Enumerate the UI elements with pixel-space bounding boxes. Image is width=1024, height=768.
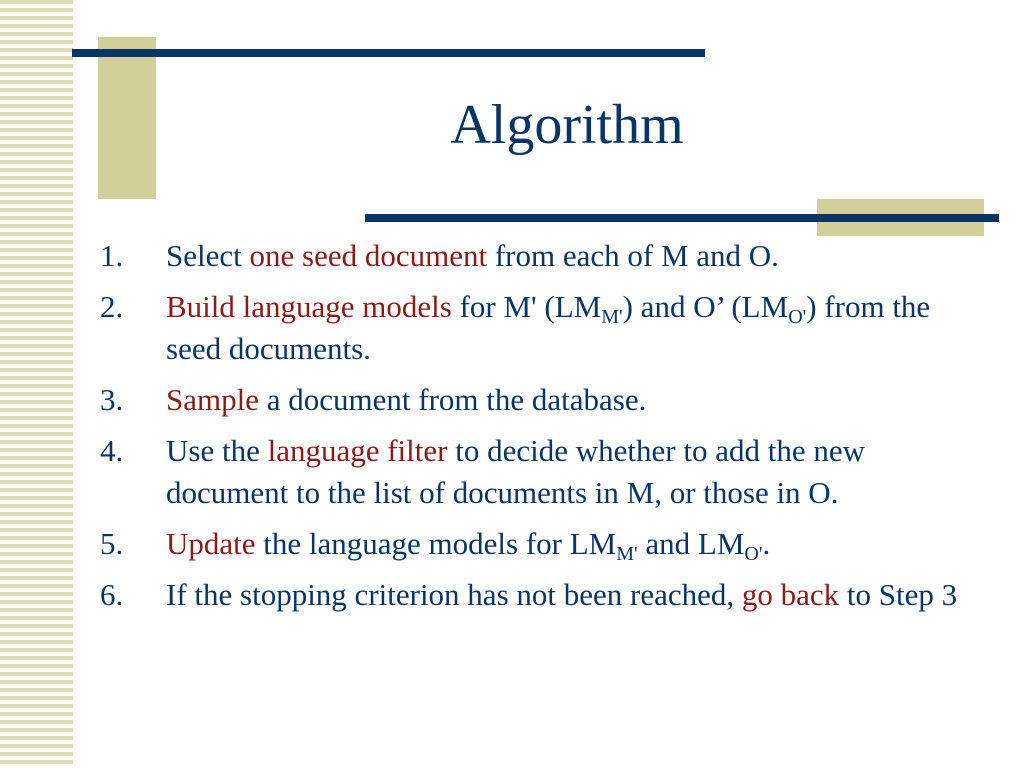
slide-title: Algorithm <box>450 94 684 156</box>
step-text: Select one seed document from each of M and O. <box>166 238 779 273</box>
step-number: 5. <box>100 526 124 561</box>
step-item <box>100 235 980 277</box>
subscript: M' <box>601 306 623 328</box>
step-number: 4. <box>100 433 124 468</box>
step-item <box>100 430 980 514</box>
step-text: Sample a document from the database. <box>166 382 647 417</box>
step-number: 1. <box>100 238 124 273</box>
step-item <box>100 523 980 565</box>
highlighted-phrase: go back <box>741 577 840 612</box>
step-item <box>100 574 980 616</box>
subscript: O' <box>744 543 763 565</box>
step-number: 2. <box>100 289 124 324</box>
step-item <box>100 379 980 421</box>
step-text: Update the language models for $LM_{M'}$ and $LM_{O'}$. <box>166 526 771 565</box>
top-rule-line <box>72 49 705 57</box>
step-number: 3. <box>100 382 124 417</box>
subscript: M' <box>616 543 638 565</box>
algorithm-steps-list <box>100 235 980 625</box>
subscript: O' <box>788 306 807 328</box>
step-text: If the stopping criterion has not been reached, go back to Step 3 <box>166 577 958 612</box>
highlighted-phrase: Update <box>166 526 256 561</box>
highlighted-phrase: one seed document <box>249 238 488 273</box>
bottom-rule-line <box>365 214 999 222</box>
highlighted-phrase: Build language models <box>166 289 452 324</box>
step-text: Use the language filter to decide whether to add the new document to the list of documents in M, or those in O. <box>166 433 865 510</box>
highlighted-phrase: language filter <box>267 433 448 468</box>
step-item <box>100 286 980 370</box>
step-number: 6. <box>100 577 124 612</box>
highlighted-phrase: Sample <box>166 382 259 417</box>
step-text: Build language models for M' $(LM_{M'})$ and O’ $(LM_{O'})$ from the seed documents. <box>166 289 931 366</box>
